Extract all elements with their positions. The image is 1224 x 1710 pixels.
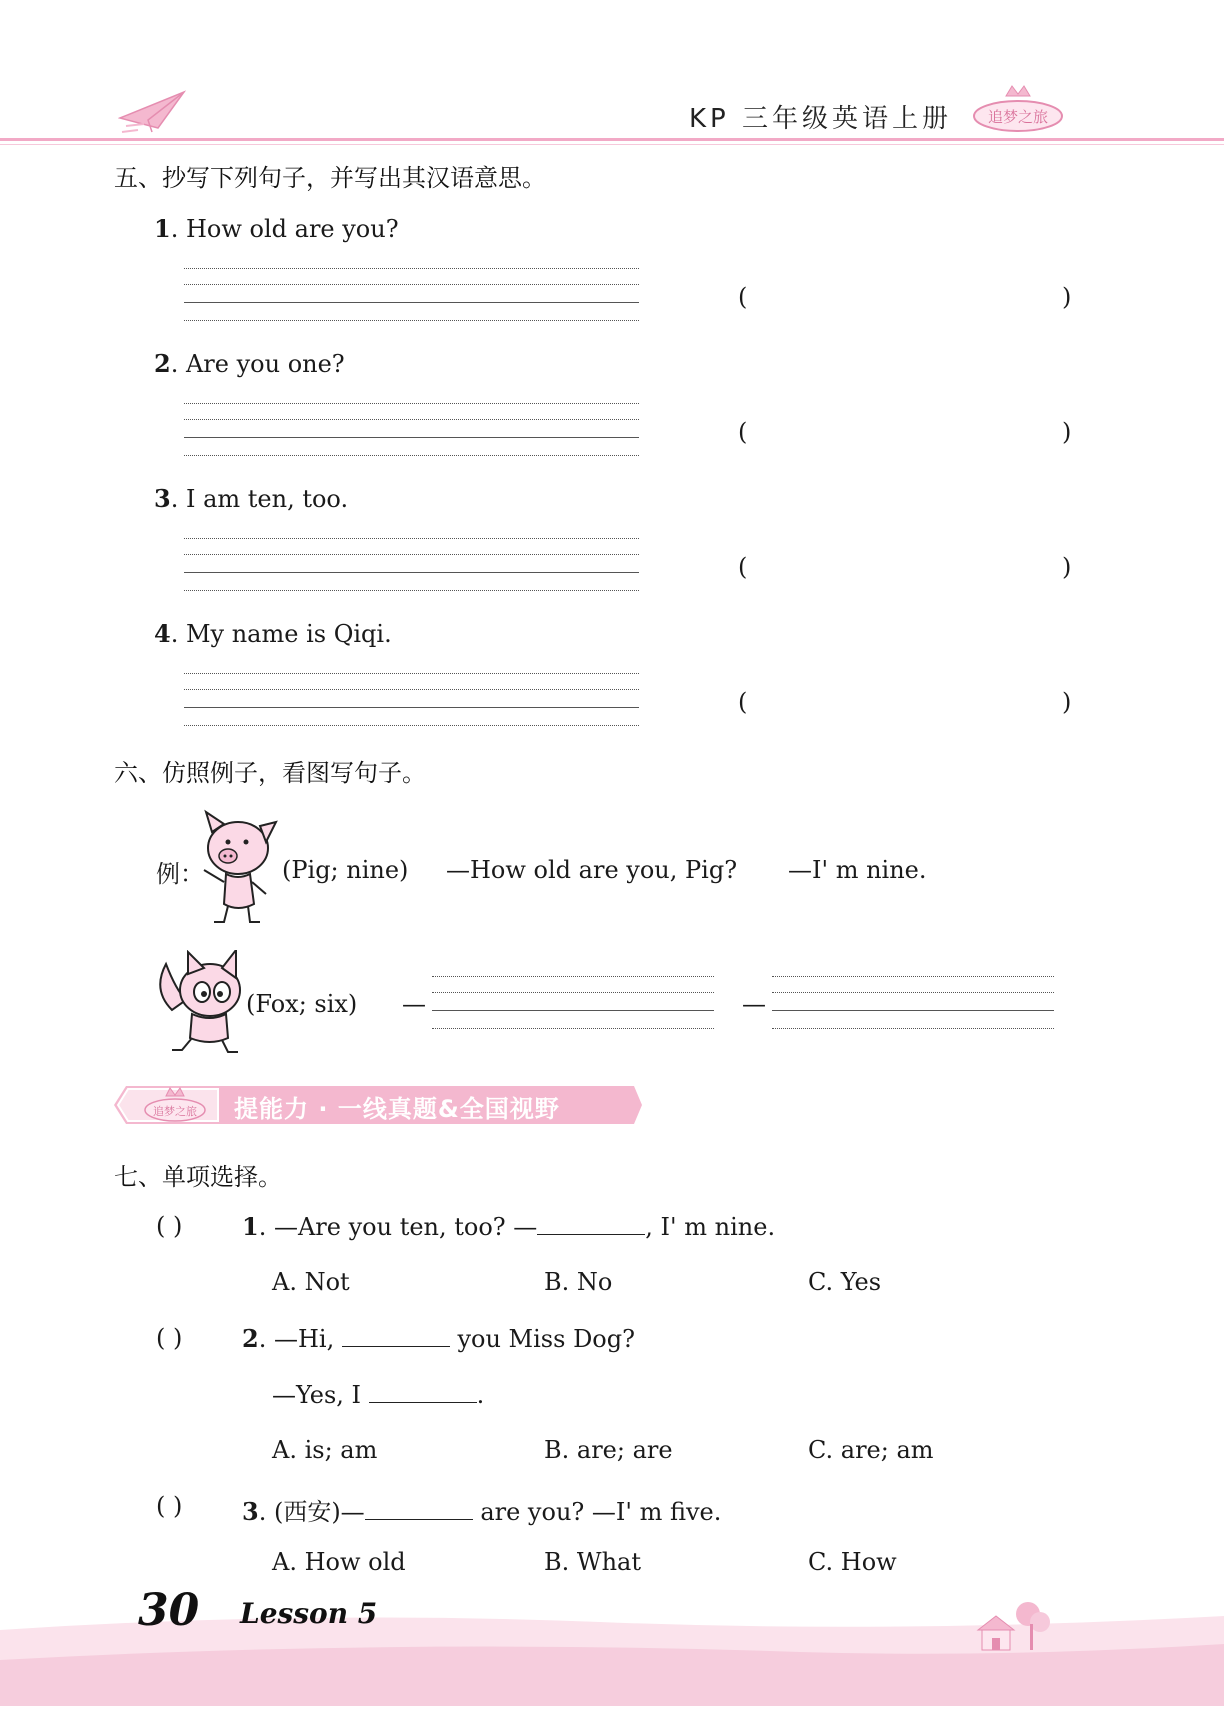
q2-blank-1[interactable] — [342, 1324, 450, 1347]
header-divider — [0, 138, 1224, 141]
q3-blank[interactable] — [365, 1497, 473, 1520]
q2-option-a[interactable]: A. is; am — [272, 1436, 378, 1464]
s5-writing-lines-1[interactable] — [184, 268, 639, 326]
s5-paren-close-2: ) — [1062, 418, 1072, 446]
q2-blank-2[interactable] — [369, 1380, 477, 1403]
s5-question-1: 1. How old are you? — [154, 214, 399, 243]
s5-question-4: 4. My name is Qiqi. — [154, 619, 392, 648]
s5-question-2: 2. Are you one? — [154, 349, 345, 378]
fox-illustration — [152, 950, 248, 1056]
s5-paren-open-3: ( — [738, 553, 748, 581]
s5-paren-close-4: ) — [1062, 688, 1072, 716]
q2-stem: 2. —Hi, you Miss Dog? — [242, 1324, 635, 1353]
q2-answer-paren[interactable]: ( ) — [156, 1324, 183, 1352]
header-divider-thin — [0, 144, 1224, 145]
q3-option-b[interactable]: B. What — [544, 1548, 641, 1576]
s5-paren-open-4: ( — [738, 688, 748, 716]
section-5-heading: 五、抄写下列句子，并写出其汉语意思。 — [114, 164, 546, 192]
brand-logo — [968, 82, 1068, 138]
q2-option-b[interactable]: B. are; are — [544, 1436, 673, 1464]
house-tree-icon — [968, 1600, 1052, 1652]
s5-writing-lines-4[interactable] — [184, 673, 639, 731]
q3-answer-paren[interactable]: ( ) — [156, 1492, 183, 1520]
q1-option-b[interactable]: B. No — [544, 1268, 613, 1296]
task-dash-2: — — [742, 990, 766, 1018]
banner-logo — [140, 1086, 210, 1124]
q3-stem: 3. (西安)— are you? —I' m five. — [242, 1497, 722, 1526]
s6-answer-lines-1[interactable] — [432, 976, 714, 1034]
s5-paren-open-2: ( — [738, 418, 748, 446]
banner-text: 提能力 · 一线真题&全国视野 — [234, 1095, 560, 1123]
example-question: —How old are you, Pig? — [446, 856, 738, 884]
s5-paren-close-3: ) — [1062, 553, 1072, 581]
paper-plane-icon — [118, 88, 186, 134]
q3-option-a[interactable]: A. How old — [272, 1548, 406, 1576]
task-dash-1: — — [402, 990, 426, 1018]
example-answer: —I' m nine. — [788, 856, 927, 884]
q1-stem: 1. —Are you ten, too? — , I' m nine. — [242, 1212, 776, 1241]
task-hint: (Fox; six) — [246, 990, 358, 1018]
header-title: KP 三年级英语上册 — [689, 104, 952, 134]
q1-answer-paren[interactable]: ( ) — [156, 1212, 183, 1240]
s5-writing-lines-3[interactable] — [184, 538, 639, 596]
q3-option-c[interactable]: C. How — [808, 1548, 897, 1576]
s6-answer-lines-2[interactable] — [772, 976, 1054, 1034]
s5-question-3: 3. I am ten, too. — [154, 484, 349, 513]
s5-paren-open-1: ( — [738, 283, 748, 311]
svg-text:追梦之旅: 追梦之旅 — [153, 1105, 197, 1118]
q1-option-c[interactable]: C. Yes — [808, 1268, 882, 1296]
lesson-label: Lesson 5 — [240, 1597, 378, 1630]
s5-paren-close-1: ) — [1062, 283, 1072, 311]
pig-illustration — [198, 808, 282, 928]
q2-line-2: —Yes, I . — [272, 1381, 485, 1409]
example-label: 例： — [156, 860, 204, 888]
q1-option-a[interactable]: A. Not — [272, 1268, 350, 1296]
example-hint: (Pig; nine) — [282, 856, 409, 884]
q2-option-c[interactable]: C. are; am — [808, 1436, 934, 1464]
q1-blank[interactable] — [537, 1212, 645, 1235]
svg-text:追梦之旅: 追梦之旅 — [987, 108, 1049, 126]
section-7-heading: 七、单项选择。 — [114, 1163, 282, 1191]
page-number: 30 — [138, 1585, 200, 1636]
section-6-heading: 六、仿照例子，看图写句子。 — [114, 759, 426, 787]
s5-writing-lines-2[interactable] — [184, 403, 639, 461]
